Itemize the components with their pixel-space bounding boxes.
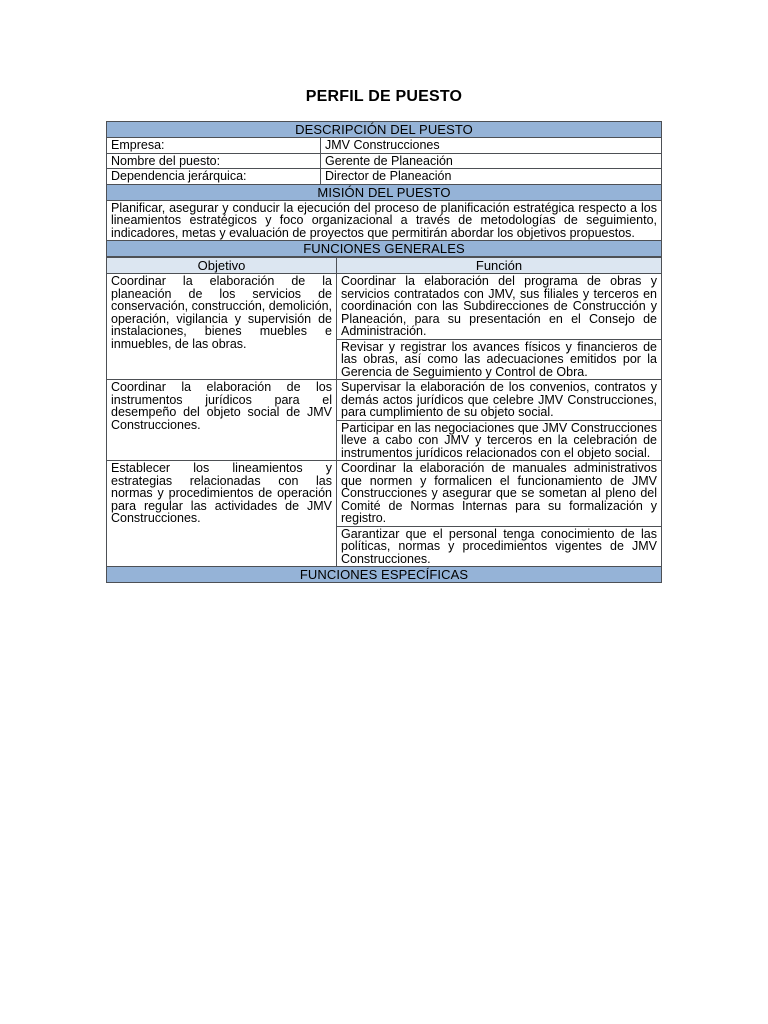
banner-mision-del-puesto: MISIÓN DEL PUESTO [107,184,662,200]
field-label-empresa: Empresa: [107,138,321,154]
objetivo-cell-3: Establecer los lineamientos y estrategias relacionadas con las normas y procedimientos de operación para regular las actividades de JMV Construcciones. [107,461,337,567]
section-banner-row [107,184,662,200]
section-banner-row [107,567,662,583]
table-row [107,461,662,527]
banner-funciones-generales: FUNCIONES GENERALES [107,241,662,257]
funcion-cell-2-1: Supervisar la elaboración de los convenios, contratos y demás actos jurídicos que celebre JMV Construcciones, para cumplimiento de su objeto social. [337,380,662,421]
banner-funciones-especificas: FUNCIONES ESPECÍFICAS [107,567,662,583]
table-row [107,153,662,169]
mision-del-puesto-text: Planificar, asegurar y conducir la ejecución del proceso de planificación estratégica respecto a los lineamientos estratégicos y foco organizacional a través de metodologías de seguimiento, indicadores, metas y evaluación de proyectos que permitirán abordar los objetivos propuestos. [107,200,662,241]
table-row [107,169,662,185]
descripcion-del-puesto-table [106,121,662,257]
funciones-generales-table [106,257,662,583]
perfil-de-puesto-table-group [106,121,662,583]
table-row [107,138,662,154]
funcion-cell-1-2: Revisar y registrar los avances físicos y financieros de las obras, así como las adecuaciones emitidos por la Gerencia de Seguimiento y Control de Obra. [337,339,662,380]
table-row [107,274,662,340]
section-banner-row [107,241,662,257]
funcion-cell-1-1: Coordinar la elaboración del programa de obras y servicios contratados con JMV, sus filiales y terceros en coordinación con las Subdirecciones de Construcción y Planeación, para su presentación en el Consejo de Administración. [337,274,662,340]
objetivo-cell-2: Coordinar la elaboración de los instrumentos jurídicos para el desempeño del objeto social de JMV Construcciones. [107,380,337,461]
table-header-row [107,258,662,274]
funcion-cell-2-2: Participar en las negociaciones que JMV Construcciones lleve a cabo con JMV y terceros en la celebración de instrumentos jurídicos relacionados con el objeto social. [337,420,662,461]
mision-text-row [107,200,662,241]
funcion-cell-3-1: Coordinar la elaboración de manuales administrativos que normen y formalicen el funcionamiento de JMV Construcciones y asegurar que se sometan al pleno del Comité de Normas Internas para su formalización y registro. [337,461,662,527]
banner-descripcion-del-puesto: DESCRIPCIÓN DEL PUESTO [107,122,662,138]
funcion-cell-3-2: Garantizar que el personal tenga conocimiento de las políticas, normas y procedimientos vigentes de JMV Construcciones. [337,526,662,567]
column-header-funcion: Función [337,258,662,274]
section-banner-row [107,122,662,138]
field-value-empresa: JMV Construcciones [321,138,662,154]
table-row [107,380,662,421]
field-label-dependencia-jerarquica: Dependencia jerárquica: [107,169,321,185]
page-title: PERFIL DE PUESTO [305,88,463,105]
field-value-nombre-del-puesto: Gerente de Planeación [321,153,662,169]
field-value-dependencia-jerarquica: Director de Planeación [321,169,662,185]
column-header-objetivo: Objetivo [107,258,337,274]
field-label-nombre-del-puesto: Nombre del puesto: [107,153,321,169]
objetivo-cell-1: Coordinar la elaboración de la planeación de los servicios de conservación, construcción, demolición, operación, vigilancia y supervisión de instalaciones, bienes muebles e inmuebles, de las obras. [107,274,337,380]
